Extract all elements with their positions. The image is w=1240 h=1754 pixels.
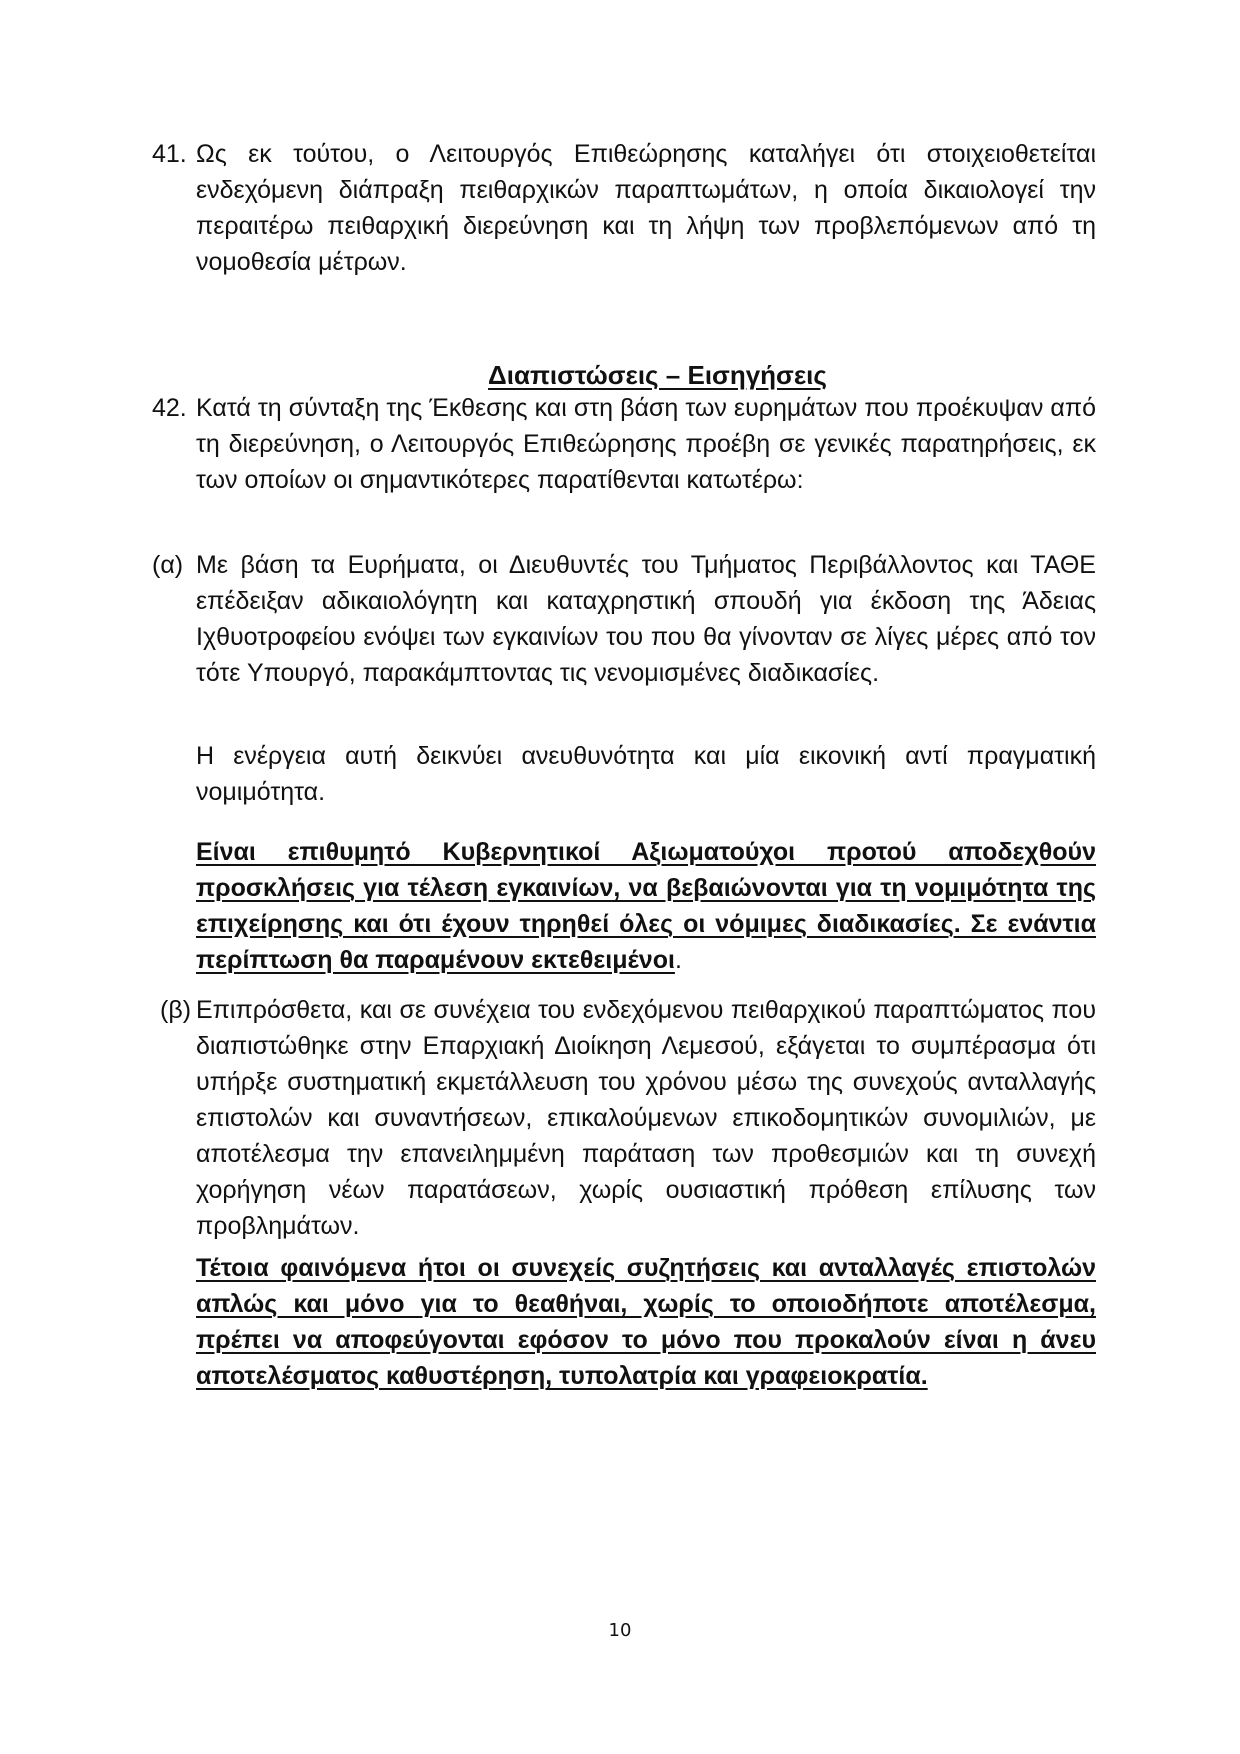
paragraph-42 [152,390,1096,498]
page-number: 10 [608,1620,632,1641]
item-b-recommendation: Τέτοια φαινόμενα ήτοι οι συνεχείς συζητήσεις και ανταλλαγές επιστολών απλώς και μόνο για το θεαθήναι, χωρίς το οποιοδήποτε αποτέλεσμα, πρέπει να αποφεύγονται εφόσον το μόνο που προκαλούν είναι η άνευ αποτελέσματος καθυστέρηση, τυπολατρία και γραφειοκρατία. [196,1254,1096,1390]
item-b-text: Επιπρόσθετα, και σε συνέχεια του ενδεχόμενου πειθαρχικού παραπτώματος που διαπιστώθηκε στην Επαρχιακή Διοίκηση Λεμεσού, εξάγεται το συμπέρασμα ότι υπήρξε συστηματική εκμετάλλευση του χρόνου μέσω της συνεχούς ανταλλαγής επιστολών και συναντήσεων, επικαλούμενων επικοδομητικών συνομιλιών, με αποτέλεσμα την επανειλημμένη παράταση των προθεσμιών και τη συνεχή χορήγηση νέων παρατάσεων, χωρίς ουσιαστική πρόθεση επίλυσης των προβλημάτων. [196,996,1096,1240]
item-a-recommendation [196,834,1096,978]
recommendation-end: . [674,946,682,974]
item-a-text: Με βάση τα Ευρήματα, οι Διευθυντές του Τμήματος Περιβάλλοντος και ΤΑΘΕ επέδειξαν αδικαιολόγητη και καταχρηστική σπουδή για έκδοση της Άδειας Ιχθυοτροφείου ενόψει των εγκαινίων του που θα γίνονταν σε λίγες μέρες από τον τότε Υπουργό, παρακάμπτοντας τις νενομισμένες διαδικασίες. [196,551,1096,687]
paragraph-text: Ως εκ τούτου, ο Λειτουργός Επιθεώρησης καταλήγει ότι στοιχειοθετείται ενδεχόμενη διάπραξη πειθαρχικών παραπτωμάτων, η οποία δικαιολογεί την περαιτέρω πειθαρχική διερεύνηση και τη λήψη των προβλεπόμενων από τη νομοθεσία μέτρων. [196,140,1096,276]
paragraph-number: 42. [152,394,187,422]
paragraph-number: 41. [152,140,187,168]
item-b-label: (β) [160,996,192,1024]
paragraph-41 [152,136,1096,280]
item-a-label: (α) [152,551,184,579]
section-heading: Διαπιστώσεις – Εισηγήσεις [488,360,827,390]
item-a-note: Η ενέργεια αυτή δεικνύει ανευθυνότητα και μία εικονική αντί πραγματική νομιμότητα. [196,742,1096,806]
recommendation-emphasis: Είναι επιθυμητό Κυβερνητικοί Αξιωματούχοι προτού αποδεχθούν προσκλήσεις για τέλεση εγκαινίων, να βεβαιώνονται για τη νομιμότητα της επιχείρησης και ότι έχουν τηρηθεί όλες οι νόμιμες διαδικασίες. Σε ενάντια περίπτωση θα παραμένουν εκτεθειμένοι [196,838,1096,974]
paragraph-text: Κατά τη σύνταξη της Έκθεσης και στη βάση των ευρημάτων που προέκυψαν από τη διερεύνηση, ο Λειτουργός Επιθεώρησης προέβη σε γενικές παρατηρήσεις, εκ των οποίων οι σημαντικότερες παρατίθενται κατωτέρω: [196,394,1096,494]
